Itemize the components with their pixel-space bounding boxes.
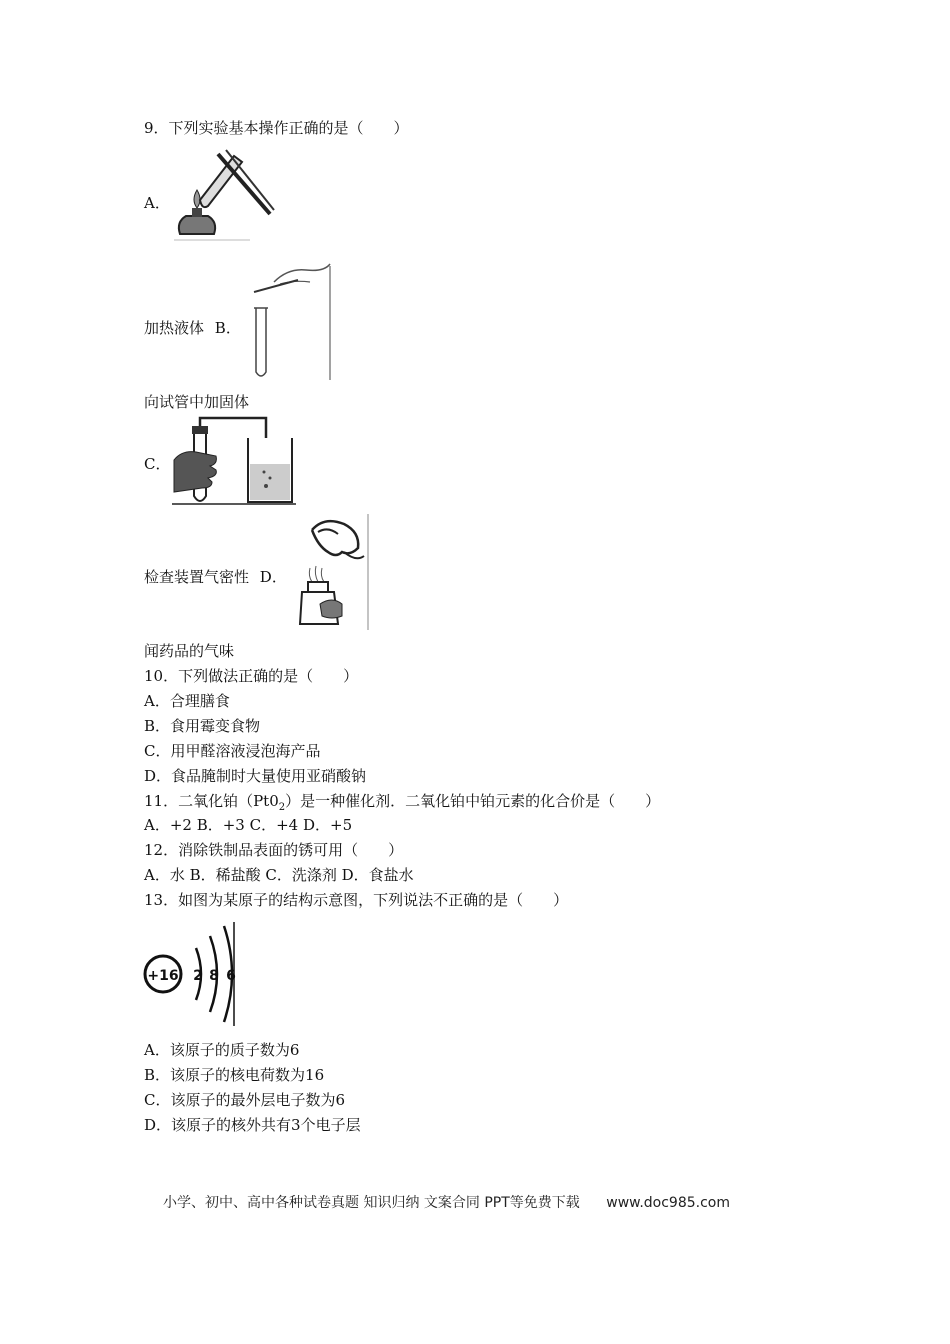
shell-3-electrons: 6 [226, 968, 236, 984]
q10-option: C．用甲醛溶液浸泡海产品 [144, 742, 321, 760]
q9-stem: 9．下列实验基本操作正确的是（ ） [144, 119, 409, 137]
q9-option-b-label: B． [214, 319, 241, 337]
q10-stem: 10．下列做法正确的是（ ） [144, 667, 359, 685]
q9-option-c-caption: 检查装置气密性 [144, 568, 250, 586]
footer-url[interactable]: www.doc985.com [606, 1195, 730, 1211]
q9-option-d-label: D． [259, 568, 287, 586]
q13-option: D．该原子的核外共有3个电子层 [144, 1116, 361, 1134]
q9-option-c-label: C． [144, 455, 171, 473]
smelling-figure [298, 512, 370, 632]
q11-stem-post: ）是一种催化剂．二氧化铂中铂元素的化合价是（ ） [285, 792, 661, 810]
q12-options: A．水 B．稀盐酸 C．洗涤剂 D．食盐水 [144, 866, 414, 884]
q11-stem-sub: 2 [278, 802, 286, 813]
airtightness-check-figure [172, 412, 296, 508]
q9-option-a-caption: 加热液体 [144, 319, 205, 337]
q11-options: A．+2 B．+3 C．+4 D．+5 [144, 816, 353, 834]
q13-option: B．该原子的核电荷数为16 [144, 1066, 325, 1084]
adding-solid-figure [244, 262, 334, 382]
q12-stem: 12．消除铁制品表面的锈可用（ ） [144, 841, 404, 859]
q9-option-d-caption-label [144, 567, 287, 587]
q9-option-b-caption-label [144, 318, 241, 338]
q13-option: A．该原子的质子数为6 [144, 1041, 300, 1059]
q9-option-b-caption: 向试管中加固体 [144, 393, 250, 411]
q13-option: C．该原子的最外层电子数为6 [144, 1091, 346, 1109]
shell-1-electrons: 2 [193, 968, 203, 984]
q13-stem: 13．如图为某原子的结构示意图，下列说法不正确的是（ ） [144, 891, 569, 909]
heating-liquid-figure [172, 142, 284, 246]
q11-stem-pre: 11．二氧化铂（Pt0 [144, 792, 279, 810]
atom-structure-diagram [142, 920, 242, 1028]
q10-option: D．食品腌制时大量使用亚硝酸钠 [144, 767, 367, 785]
q11-stem [144, 791, 660, 818]
nucleus-label: +16 [147, 968, 179, 984]
q10-option: A．合理膳食 [144, 692, 230, 710]
q9-option-a-label: A． [144, 194, 170, 212]
shell-2-electrons: 8 [209, 968, 219, 984]
q10-option: B．食用霉变食物 [144, 717, 261, 735]
page-footer [163, 1192, 730, 1212]
footer-text: 小学、初中、高中各种试卷真题 知识归纳 文案合同 PPT等免费下载 [163, 1195, 580, 1211]
q9-option-d-caption: 闻药品的气味 [144, 642, 235, 660]
